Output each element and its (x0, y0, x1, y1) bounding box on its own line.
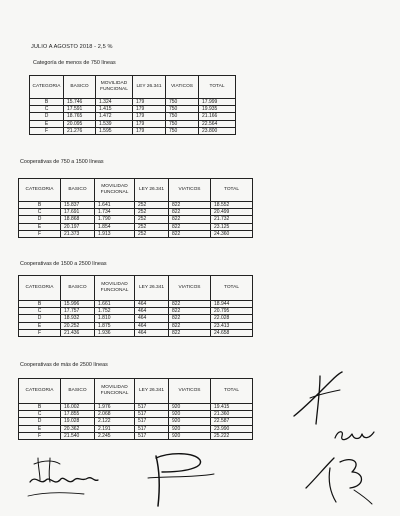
value-cell: 25.222 (211, 432, 253, 439)
value-cell: 1.854 (95, 223, 135, 230)
table-row (30, 120, 236, 127)
value-cell: 24.360 (211, 230, 253, 237)
value-cell: 750 (166, 99, 199, 106)
document-title: JULIO A AGOSTO 2018 - 2,5 % (31, 44, 113, 50)
value-cell: 21.360 (211, 411, 253, 418)
table-row (19, 404, 253, 411)
value-cell: 920 (169, 425, 211, 432)
value-cell: 1.324 (96, 99, 133, 106)
category-cell: D (19, 315, 61, 322)
value-cell: 517 (135, 418, 169, 425)
value-cell: 1.752 (95, 308, 135, 315)
column-header: LEY 26.341 (135, 179, 169, 202)
column-header: TOTAL (199, 76, 236, 99)
value-cell: 19.935 (199, 106, 236, 113)
value-cell: 18.944 (211, 301, 253, 308)
column-header: TOTAL (211, 276, 253, 301)
signature-right-middle (332, 420, 378, 446)
value-cell: 750 (166, 120, 199, 127)
table-row (30, 106, 236, 113)
table-header-row (30, 76, 236, 99)
value-cell: 252 (135, 230, 169, 237)
value-cell: 822 (169, 308, 211, 315)
table-row (19, 425, 253, 432)
category-cell: F (19, 432, 61, 439)
salary-table (18, 378, 253, 440)
column-header: LEY 26.341 (135, 379, 169, 404)
value-cell: 17.691 (61, 209, 95, 216)
value-cell: 22.564 (199, 120, 236, 127)
table-row (19, 308, 253, 315)
value-cell: 20.252 (61, 322, 95, 329)
value-cell: 920 (169, 432, 211, 439)
value-cell: 2.068 (95, 411, 135, 418)
section-heading: Cooperativas de 750 a 1500 líneas (20, 159, 104, 165)
signature-bottom-left (24, 452, 102, 508)
category-cell: E (30, 120, 64, 127)
table-row (19, 230, 253, 237)
table-row (19, 315, 253, 322)
column-header: BASICO (64, 76, 96, 99)
value-cell: 822 (169, 315, 211, 322)
value-cell: 23.800 (199, 127, 236, 134)
column-header: BASICO (61, 179, 95, 202)
column-header: TOTAL (211, 179, 253, 202)
value-cell: 1.472 (96, 113, 133, 120)
value-cell: 822 (169, 301, 211, 308)
section-heading: Categoría de menos de 750 líneas (33, 60, 116, 66)
value-cell: 750 (166, 113, 199, 120)
table-row (19, 301, 253, 308)
table-row (19, 322, 253, 329)
value-cell: 20.499 (211, 209, 253, 216)
value-cell: 1.790 (95, 216, 135, 223)
value-cell: 750 (166, 106, 199, 113)
value-cell: 920 (169, 411, 211, 418)
value-cell: 252 (135, 216, 169, 223)
value-cell: 1.810 (95, 315, 135, 322)
value-cell: 464 (135, 322, 169, 329)
value-cell: 517 (135, 411, 169, 418)
salary-table (18, 275, 253, 337)
column-header: MOVILIDAD FUNCIONAL (95, 179, 135, 202)
value-cell: 21.166 (199, 113, 236, 120)
value-cell: 1.641 (95, 202, 135, 209)
column-header: LEY 26.341 (133, 76, 166, 99)
column-header: BASICO (61, 276, 95, 301)
signature-bottom-center (140, 448, 220, 510)
value-cell: 517 (135, 425, 169, 432)
table-row (30, 113, 236, 120)
value-cell: 252 (135, 202, 169, 209)
value-cell: 19.415 (211, 404, 253, 411)
value-cell: 464 (135, 315, 169, 322)
value-cell: 20.095 (64, 120, 96, 127)
category-cell: F (30, 127, 64, 134)
column-header: MOVILIDAD FUNCIONAL (95, 379, 135, 404)
table-row (19, 418, 253, 425)
value-cell: 20.362 (61, 425, 95, 432)
value-cell: 252 (135, 209, 169, 216)
table-row (30, 127, 236, 134)
table-row (19, 209, 253, 216)
value-cell: 179 (133, 113, 166, 120)
value-cell: 920 (169, 418, 211, 425)
value-cell: 22.028 (211, 315, 253, 322)
value-cell: 1.936 (95, 329, 135, 336)
table-row (19, 329, 253, 336)
value-cell: 822 (169, 209, 211, 216)
value-cell: 517 (135, 432, 169, 439)
column-header: CATEGORIA (19, 179, 61, 202)
category-cell: E (19, 223, 61, 230)
category-cell: B (19, 404, 61, 411)
value-cell: 21.540 (61, 432, 95, 439)
signature-right-top (290, 368, 350, 428)
value-cell: 464 (135, 329, 169, 336)
value-cell: 18.868 (61, 216, 95, 223)
value-cell: 15.837 (61, 202, 95, 209)
column-header: VIATICOS (169, 276, 211, 301)
value-cell: 21.436 (61, 329, 95, 336)
value-cell: 1.976 (95, 404, 135, 411)
table-header-row (19, 276, 253, 301)
value-cell: 1.913 (95, 230, 135, 237)
table-row (19, 411, 253, 418)
category-cell: B (19, 202, 61, 209)
value-cell: 17.757 (61, 308, 95, 315)
column-header: MOVILIDAD FUNCIONAL (96, 76, 133, 99)
value-cell: 1.539 (96, 120, 133, 127)
value-cell: 179 (133, 120, 166, 127)
value-cell: 1.595 (96, 127, 133, 134)
category-cell: E (19, 425, 61, 432)
value-cell: 2.191 (95, 425, 135, 432)
category-cell: D (19, 418, 61, 425)
category-cell: E (19, 322, 61, 329)
category-cell: B (30, 99, 64, 106)
value-cell: 15.996 (61, 301, 95, 308)
category-cell: B (19, 301, 61, 308)
value-cell: 464 (135, 301, 169, 308)
value-cell: 179 (133, 127, 166, 134)
value-cell: 822 (169, 322, 211, 329)
value-cell: 21.276 (64, 127, 96, 134)
value-cell: 15.746 (64, 99, 96, 106)
value-cell: 19.028 (61, 418, 95, 425)
value-cell: 18.932 (61, 315, 95, 322)
column-header: BASICO (61, 379, 95, 404)
table-row (19, 202, 253, 209)
column-header: LEY 26.341 (135, 276, 169, 301)
value-cell: 822 (169, 230, 211, 237)
table-row (19, 223, 253, 230)
value-cell: 22.587 (211, 418, 253, 425)
category-cell: D (19, 216, 61, 223)
column-header: TOTAL (211, 379, 253, 404)
category-cell: C (19, 308, 61, 315)
category-cell: F (19, 230, 61, 237)
column-header: CATEGORIA (30, 76, 64, 99)
value-cell: 920 (169, 404, 211, 411)
table-row (19, 432, 253, 439)
category-cell: C (30, 106, 64, 113)
value-cell: 252 (135, 223, 169, 230)
value-cell: 17.999 (199, 99, 236, 106)
value-cell: 822 (169, 202, 211, 209)
value-cell: 1.875 (95, 322, 135, 329)
value-cell: 822 (169, 329, 211, 336)
column-header: CATEGORIA (19, 276, 61, 301)
section-heading: Cooperativas de más de 2500 líneas (20, 362, 108, 368)
value-cell: 2.245 (95, 432, 135, 439)
category-cell: C (19, 209, 61, 216)
table-header-row (19, 379, 253, 404)
value-cell: 17.591 (64, 106, 96, 113)
column-header: VIATICOS (166, 76, 199, 99)
value-cell: 24.658 (211, 329, 253, 336)
category-cell: C (19, 411, 61, 418)
value-cell: 20.795 (211, 308, 253, 315)
column-header: VIATICOS (169, 379, 211, 404)
table-row (19, 216, 253, 223)
value-cell: 18.765 (64, 113, 96, 120)
value-cell: 23.125 (211, 223, 253, 230)
value-cell: 20.197 (61, 223, 95, 230)
value-cell: 517 (135, 404, 169, 411)
value-cell: 18.552 (211, 202, 253, 209)
value-cell: 23.413 (211, 322, 253, 329)
value-cell: 179 (133, 106, 166, 113)
category-cell: D (30, 113, 64, 120)
value-cell: 1.661 (95, 301, 135, 308)
column-header: VIATICOS (169, 179, 211, 202)
signature-bottom-right (300, 448, 380, 510)
value-cell: 464 (135, 308, 169, 315)
value-cell: 2.122 (95, 418, 135, 425)
value-cell: 1.734 (95, 209, 135, 216)
value-cell: 179 (133, 99, 166, 106)
value-cell: 1.415 (96, 106, 133, 113)
category-cell: F (19, 329, 61, 336)
value-cell: 23.990 (211, 425, 253, 432)
salary-table (18, 178, 253, 238)
value-cell: 16.002 (61, 404, 95, 411)
column-header: MOVILIDAD FUNCIONAL (95, 276, 135, 301)
value-cell: 750 (166, 127, 199, 134)
value-cell: 21.732 (211, 216, 253, 223)
value-cell: 822 (169, 223, 211, 230)
value-cell: 822 (169, 216, 211, 223)
table-header-row (19, 179, 253, 202)
salary-table (29, 75, 236, 135)
table-row (30, 99, 236, 106)
column-header: CATEGORIA (19, 379, 61, 404)
value-cell: 21.373 (61, 230, 95, 237)
section-heading: Cooperativas de 1500 a 2500 líneas (20, 261, 107, 267)
value-cell: 17.855 (61, 411, 95, 418)
